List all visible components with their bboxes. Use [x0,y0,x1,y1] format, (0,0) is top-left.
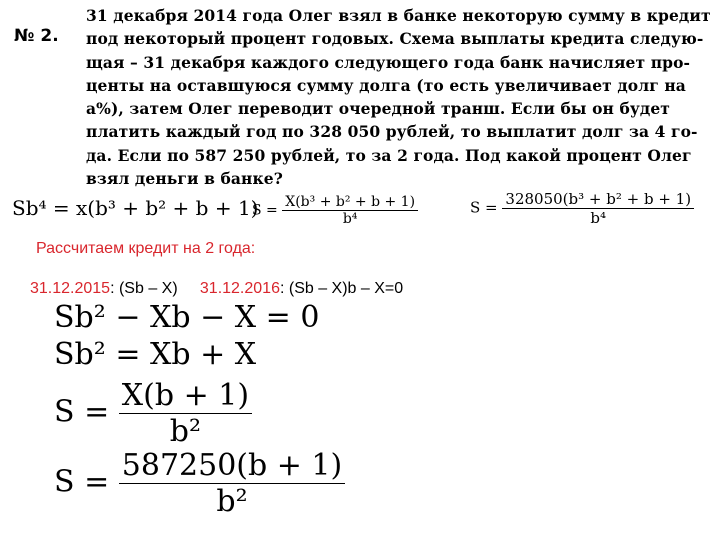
formula-s-general [252,194,418,227]
fraction [119,448,345,519]
equation-4-lhs: S = [54,464,110,500]
formula-s-general-lhs: S = [252,202,278,219]
fraction [502,190,694,227]
equation-2: Sb² = Xb + X [54,337,257,372]
equation-1: Sb² − Xb − X = 0 [54,300,320,335]
denominator: b² [216,484,248,519]
solution-heading: Рассчитаем кредит на 2 года: [36,240,256,257]
numerator: X(b + 1) [119,378,252,414]
formula-sum-equation: Sb⁴ = x(b³ + b² + b + 1) [12,196,259,220]
balance-2015: : (Sb – X) [110,280,178,297]
numerator: 587250(b + 1) [119,448,345,484]
problem-line-1: 31 декабря 2014 года Олег взял в банке некоторую сумму в кредит [86,6,711,25]
formula-s-value-lhs: S = [470,198,498,217]
equation-3-lhs: S = [54,394,110,430]
numerator: X(b³ + b² + b + 1) [282,194,418,211]
problem-statement [86,4,711,190]
denominator: b⁴ [342,211,358,227]
equation-3 [54,378,252,449]
equation-4 [54,448,345,519]
denominator: b⁴ [590,209,607,227]
denominator: b² [169,414,202,449]
problem-number: № 2. [14,26,59,46]
payment-schedule [30,280,403,298]
problem-line-6: платить каждый год по 328 050 рублей, то выплатит долг за 4 го- [86,122,698,142]
problem-line-8: взял деньги в банке? [86,169,283,189]
fraction [119,378,252,449]
problem-line-2: под некоторый процент годовых. Схема выплаты кредита следую- [86,29,704,49]
date-2015: 31.12.2015 [30,280,111,297]
problem-line-3: щая – 31 декабря каждого следующего года банк начисляет про- [86,52,691,72]
numerator: 328050(b³ + b² + b + 1) [502,190,694,209]
date-2016: 31.12.2016 [199,280,280,297]
fraction [282,194,418,227]
problem-line-4: центы на оставшуюся сумму долга (то есть увеличивает долг на [86,75,686,95]
balance-2016: : (Sb – X)b – X=0 [279,280,404,297]
formula-s-value [470,190,694,227]
problem-line-5: a%), затем Олег переводит очередной транш. Если бы он будет [86,99,671,119]
problem-line-7: да. Если по 587 250 рублей, то за 2 года. Под какой процент Олег [86,145,692,165]
